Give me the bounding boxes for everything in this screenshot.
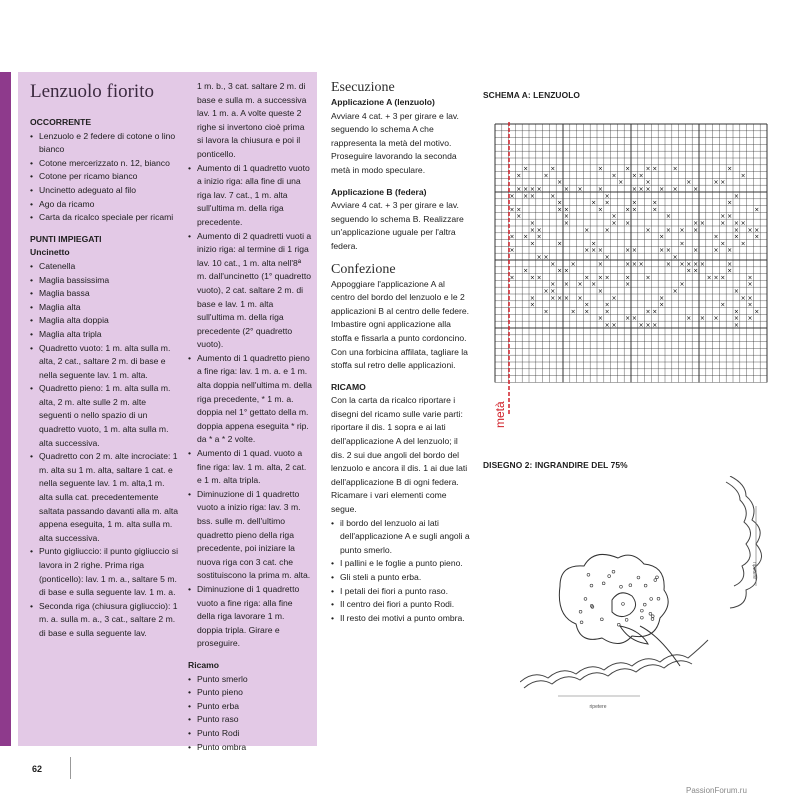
flower-dot	[654, 579, 657, 582]
stitch-mark: ×	[591, 199, 597, 207]
stitch-mark: ×	[550, 192, 556, 200]
flower-dot	[640, 609, 643, 612]
stitch-mark: ×	[679, 226, 685, 234]
stitch-mark: ×	[529, 274, 535, 282]
stitch-mark: ×	[604, 274, 610, 282]
stitch-mark: ×	[747, 315, 753, 323]
stitch-mark: ×	[523, 186, 529, 193]
stitch-mark: ×	[740, 294, 746, 302]
stitch-mark: ×	[713, 179, 719, 187]
list-item: • Aumento di 1 quadretto pieno a fine riga: lav. 1 m. a. e 1 m. alta doppia nell'ultima m. della riga precedente, * 1 m. a. doppia nel 1° gettato della m. doppia appena eseguita * rip. da * a * 2 volte.	[188, 352, 312, 447]
stitch-mark: ×	[597, 165, 603, 173]
stitch-mark: ×	[652, 322, 658, 329]
stitch-mark: ×	[638, 186, 644, 193]
flower-dots	[579, 570, 660, 626]
flower-dot	[600, 618, 603, 621]
list-item: • Punto erba	[188, 700, 312, 714]
stitch-mark: ×	[597, 247, 603, 255]
list-item: • Aumento di 1 quadretto vuoto a inizio riga: alla fine di una riga lav. 7 cat., 1 m. alta sull'ultima m. della riga precedente.	[188, 162, 312, 230]
list-item: • Quadretto vuoto: 1 m. alta sulla m. alta, 2 cat., saltare 2 m. di base e nella seguente lav. 1 m. alta.	[30, 342, 180, 383]
stitch-mark: ×	[597, 206, 603, 214]
ricamo-stitch-list	[188, 673, 312, 755]
stitch-mark: ×	[631, 206, 637, 214]
stitch-mark: ×	[523, 267, 529, 275]
stitch-mark: ×	[557, 294, 563, 302]
stitch-mark: ×	[665, 247, 671, 255]
stitch-mark: ×	[665, 226, 671, 234]
stitch-mark: ×	[557, 206, 563, 214]
stitch-mark: ×	[516, 213, 522, 221]
stitch-mark: ×	[529, 294, 535, 302]
page-title: Lenzuolo fiorito	[30, 81, 154, 102]
stitch-mark: ×	[509, 274, 515, 282]
stitch-mark: ×	[754, 233, 760, 241]
stitch-mark: ×	[529, 220, 535, 227]
stitch-mark: ×	[611, 294, 617, 302]
list-item: • Maglia bassa	[30, 287, 180, 301]
stitch-mark: ×	[631, 172, 637, 180]
list-item: • Punto Rodi	[188, 727, 312, 741]
scalloped-edge-bottom-inner	[524, 661, 692, 688]
occorrente-list	[30, 130, 180, 225]
aumenti-list	[188, 162, 312, 651]
list-item: • Seconda riga (chiusura gigliuccio): 1 m. a. sulla m. a., 3 cat., saltare 2 m. di base e sulla seguente lav.	[30, 600, 180, 641]
stitch-mark: ×	[536, 186, 542, 193]
schema-a-title: SCHEMA A: LENZUOLO	[483, 90, 581, 100]
flower-dot	[651, 615, 654, 618]
list-item: • Ago da ricamo	[30, 198, 180, 212]
chart-stitches	[509, 166, 759, 329]
disegno-2-title: DISEGNO 2: INGRANDIRE DEL 75%	[483, 460, 628, 470]
flower-dot	[590, 584, 593, 587]
stitch-mark: ×	[611, 322, 617, 329]
stitch-mark: ×	[659, 186, 665, 193]
stitch-mark: ×	[625, 315, 631, 323]
stitch-mark: ×	[652, 165, 658, 173]
list-item: • Maglia alta doppia	[30, 314, 180, 328]
stitch-mark: ×	[516, 206, 522, 214]
stitch-mark: ×	[516, 172, 522, 180]
stitch-mark: ×	[523, 192, 529, 200]
column-instructions	[331, 80, 471, 625]
stitch-mark: ×	[550, 260, 556, 268]
punti-heading: PUNTI IMPIEGATI	[30, 233, 102, 244]
list-item: • il bordo del lenzuolo ai lati dell'applicazione A e sugli angoli a punto smerlo.	[331, 517, 471, 558]
stitch-mark: ×	[584, 226, 590, 234]
stitch-mark: ×	[659, 294, 665, 302]
flower-dot	[657, 597, 660, 600]
stitch-mark: ×	[625, 260, 631, 268]
stitch-mark: ×	[747, 274, 753, 282]
stitch-mark: ×	[611, 213, 617, 221]
stitch-mark: ×	[733, 226, 739, 234]
stitch-mark: ×	[727, 213, 733, 221]
stitch-mark: ×	[645, 226, 651, 234]
scalloped-edge-right-inner	[726, 482, 751, 586]
stitch-mark: ×	[591, 281, 597, 289]
stitch-mark: ×	[604, 192, 610, 200]
stitch-mark: ×	[529, 301, 535, 309]
stitch-mark: ×	[584, 301, 590, 309]
stitch-mark: ×	[536, 233, 542, 241]
flower-dot	[643, 603, 646, 606]
uncinetto-list	[30, 260, 180, 641]
stitch-mark: ×	[645, 179, 651, 187]
ricamo-heading: RICAMO	[331, 381, 366, 392]
stitch-mark: ×	[747, 226, 753, 234]
stitch-mark: ×	[597, 274, 603, 282]
list-item: • Punto ombra	[188, 741, 312, 755]
occorrente-heading: OCCORRENTE	[30, 117, 92, 127]
flower-dot	[612, 570, 615, 573]
stitch-mark: ×	[611, 220, 617, 227]
stitch-mark: ×	[727, 199, 733, 207]
stitch-mark: ×	[659, 247, 665, 255]
stitch-mark: ×	[543, 254, 549, 261]
stitch-mark: ×	[509, 247, 515, 255]
continued-text: 1 m. b., 3 cat. saltare 2 m. di base e sulla m. a successiva lav. 1 m. a. A volte queste 2 righe si invertono cioè prima si lavora la chiusura e poi il ponticello.	[197, 81, 307, 159]
embroidery-drawing	[520, 476, 775, 716]
stitch-mark: ×	[625, 206, 631, 214]
list-item: • Punto smerlo	[188, 673, 312, 687]
stitch-mark: ×	[625, 220, 631, 227]
stitch-mark: ×	[665, 213, 671, 221]
stitch-mark: ×	[747, 301, 753, 309]
list-item: • Diminuzione di 1 quadretto vuoto a inizio riga: lav. 3 m. bss. sulle m. dell'ultimo quadretto pieno della riga precedente, poi iniziare la nuova riga con 3 cat. che sostituiscono la prima m. alta.	[188, 488, 312, 583]
repeat-label-side: ripetere	[751, 562, 757, 579]
stitch-mark: ×	[659, 233, 665, 241]
flower-dot	[640, 616, 643, 619]
stitch-mark: ×	[686, 260, 692, 268]
stitch-mark: ×	[693, 186, 699, 193]
uncinetto-subheading: Uncinetto	[30, 247, 70, 258]
stitch-mark: ×	[591, 247, 597, 255]
page-edge-tab	[0, 72, 11, 746]
stitch-mark: ×	[720, 179, 726, 187]
flower-dot	[579, 610, 582, 613]
stitch-mark: ×	[563, 213, 569, 221]
list-item: • Maglia alta	[30, 301, 180, 315]
list-item: • Maglia bassissima	[30, 274, 180, 288]
stitch-mark: ×	[754, 226, 760, 234]
stitch-mark: ×	[713, 274, 719, 282]
stitch-mark: ×	[625, 247, 631, 255]
stitch-mark: ×	[686, 267, 692, 275]
stitch-mark: ×	[699, 220, 705, 227]
footer-divider	[70, 757, 71, 779]
stitch-mark: ×	[563, 267, 569, 275]
stitch-mark: ×	[733, 233, 739, 241]
esecuzione-title: Esecuzione	[331, 80, 395, 95]
stitch-mark: ×	[563, 294, 569, 302]
stitch-mark: ×	[733, 192, 739, 200]
flower-dot	[650, 598, 653, 601]
stitch-mark: ×	[577, 186, 583, 193]
stitch-mark: ×	[754, 308, 760, 316]
stitch-mark: ×	[645, 322, 651, 329]
confezione-text: Appoggiare l'applicazione A al centro del bordo del lenzuolo e le 2 applicazioni B al centro delle federe. Imbastire ogni applicazione alla stoffa e fissarla a punto cordoncino. Con una forbicina affilata, tagliare la stoffa sul retro delle applicazioni.	[331, 278, 470, 371]
stitch-mark: ×	[747, 281, 753, 289]
watermark: PassionForum.ru	[686, 786, 747, 795]
list-item: • Aumento di 1 quad. vuoto a fine riga: lav. 1 m. alta, 2 cat. e 1 m. alta tripla.	[188, 447, 312, 488]
stitch-mark: ×	[604, 254, 610, 261]
flower-dot	[651, 618, 654, 621]
stitch-mark: ×	[672, 186, 678, 193]
stitch-mark: ×	[536, 274, 542, 282]
stitch-mark: ×	[720, 274, 726, 282]
stitch-mark: ×	[638, 260, 644, 268]
stitch-mark: ×	[659, 301, 665, 309]
list-item: • Lenzuolo e 2 federe di cotone o lino bianco	[30, 130, 180, 157]
stitch-mark: ×	[631, 186, 637, 193]
stitch-mark: ×	[631, 315, 637, 323]
stitch-mark: ×	[604, 308, 610, 316]
ricamo-text: Con la carta da ricalco riportare i disegni del ricamo sulle varie parti: riportare il dis. 1 sopra e ai lati dell'applicazione A del lenzuolo; il dis. 2 sui due angoli del bordo del lenzuolo e ancora il dis. 1 ai due lati dell'applicazione B di ogni federa. Ricamare i vari elementi come segue.	[331, 395, 468, 515]
stitch-mark: ×	[754, 206, 760, 214]
stitch-mark: ×	[713, 247, 719, 255]
flower-dot	[602, 582, 605, 585]
stitch-mark: ×	[645, 165, 651, 173]
stitch-mark: ×	[597, 288, 603, 295]
stitch-mark: ×	[720, 240, 726, 248]
stitch-mark: ×	[672, 165, 678, 173]
stitch-mark: ×	[638, 172, 644, 180]
stitch-mark: ×	[584, 247, 590, 255]
stitch-mark: ×	[523, 165, 529, 173]
stitch-mark: ×	[631, 199, 637, 207]
stitch-mark: ×	[747, 294, 753, 302]
flower-dot	[644, 584, 647, 587]
stitch-mark: ×	[529, 192, 535, 200]
stitch-mark: ×	[693, 247, 699, 255]
stitch-mark: ×	[536, 226, 542, 234]
stitch-mark: ×	[645, 186, 651, 193]
stitch-mark: ×	[672, 288, 678, 295]
flower-dot	[584, 598, 587, 601]
stitch-mark: ×	[699, 315, 705, 323]
list-item: • Carta da ricalco speciale per ricami	[30, 211, 180, 225]
list-item: • Cotone per ricamo bianco	[30, 170, 180, 184]
list-item: • Maglia alta tripla	[30, 328, 180, 342]
stitch-mark: ×	[550, 294, 556, 302]
stitch-mark: ×	[740, 220, 746, 227]
stitch-mark: ×	[645, 308, 651, 316]
stitch-mark: ×	[706, 274, 712, 282]
stitch-mark: ×	[509, 192, 515, 200]
stitch-mark: ×	[604, 322, 610, 329]
stitch-mark: ×	[733, 288, 739, 295]
stitch-mark: ×	[693, 226, 699, 234]
stitch-mark: ×	[652, 206, 658, 214]
crochet-chart	[489, 118, 779, 428]
stitch-mark: ×	[652, 308, 658, 316]
stitch-mark: ×	[557, 267, 563, 275]
applicazione-b-text: Avviare 4 cat. + 3 per girare e lav. seguendo lo schema B. Realizzare un'applicazione uguale per l'altra federa.	[331, 200, 464, 251]
stitch-mark: ×	[509, 206, 515, 214]
stitch-mark: ×	[557, 199, 563, 207]
stitch-mark: ×	[686, 179, 692, 187]
list-item: • Quadretto pieno: 1 m. alta sulla m. alta, 2 m. alte sulle 2 m. alte seguenti o nello spazio di un quadretto vuoto, 1 m. alta sulla m. alta successiva.	[30, 382, 180, 450]
flower-dot	[622, 603, 625, 606]
stitch-mark: ×	[665, 260, 671, 268]
flower-dot	[625, 618, 628, 621]
stitch-mark: ×	[713, 233, 719, 241]
stitch-mark: ×	[733, 322, 739, 329]
list-item: • I pallini e le foglie a punto pieno.	[331, 557, 471, 571]
repeat-label-bottom: ripetere	[589, 704, 607, 710]
stitch-mark: ×	[597, 260, 603, 268]
stitch-mark: ×	[720, 220, 726, 227]
stitch-mark: ×	[604, 301, 610, 309]
stitch-mark: ×	[720, 213, 726, 221]
stitch-mark: ×	[516, 186, 522, 193]
stitch-mark: ×	[720, 301, 726, 309]
list-item: • Catenella	[30, 260, 180, 274]
list-item: • Aumento di 2 quadretti vuoti a inizio riga: al termine di 1 riga lav. 10 cat., 1 m. alta nell'8ª m. dall'uncinetto (1° quadretto vuoto), 2 cat. saltare 2 m. di base e lav. 1 m. alta sull'ultima m. della riga precedente (2° quadretto vuoto).	[188, 230, 312, 352]
stitch-mark: ×	[509, 233, 515, 241]
stitch-mark: ×	[557, 240, 563, 248]
page-number: 62	[32, 764, 43, 774]
applicazione-a-heading: Applicazione A (lenzuolo)	[331, 97, 435, 107]
stitch-mark: ×	[550, 281, 556, 289]
ricamo-list	[331, 517, 471, 626]
stitch-mark: ×	[550, 165, 556, 173]
confezione-title: Confezione	[331, 261, 396, 277]
stitch-mark: ×	[536, 254, 542, 261]
stitch-mark: ×	[529, 240, 535, 248]
stitch-mark: ×	[645, 274, 651, 282]
stitch-mark: ×	[713, 315, 719, 323]
stitch-mark: ×	[631, 247, 637, 255]
flower-dot	[637, 576, 640, 579]
stitch-mark: ×	[733, 308, 739, 316]
stitch-mark: ×	[543, 308, 549, 316]
list-item: • Cotone mercerizzato n. 12, bianco	[30, 157, 180, 171]
stitch-mark: ×	[523, 233, 529, 241]
stitch-mark: ×	[625, 165, 631, 173]
stitch-mark: ×	[686, 315, 692, 323]
stitch-mark: ×	[604, 199, 610, 207]
stitch-mark: ×	[563, 186, 569, 193]
list-item: • I petali dei fiori a punto raso.	[331, 585, 471, 599]
scalloped-edge-right	[730, 476, 762, 608]
stitch-mark: ×	[727, 260, 733, 268]
stitch-mark: ×	[625, 281, 631, 289]
flower-dot	[608, 575, 611, 578]
stitch-mark: ×	[679, 240, 685, 248]
stitch-mark: ×	[529, 226, 535, 234]
column-stitches	[188, 80, 312, 754]
stitch-mark: ×	[638, 322, 644, 329]
flower-dot	[620, 585, 623, 588]
flower-dot	[580, 621, 583, 624]
stitch-mark: ×	[693, 267, 699, 275]
stitch-mark: ×	[563, 206, 569, 214]
applicazione-b-heading: Applicazione B (federa)	[331, 186, 427, 197]
stitch-mark: ×	[604, 226, 610, 234]
flower-dot	[629, 584, 632, 587]
stitch-mark: ×	[727, 247, 733, 255]
list-item: • Punto gigliuccio: il punto gigliuccio si lavora in 2 righe. Prima riga (ponticello): lav. 1 m. a., saltare 5 m. di base e sulla seguente lav. 1 m. a.	[30, 545, 180, 599]
stitch-mark: ×	[591, 240, 597, 248]
stitch-mark: ×	[652, 199, 658, 207]
stitch-mark: ×	[563, 281, 569, 289]
stitch-mark: ×	[584, 274, 590, 282]
list-item: • Punto pieno	[188, 686, 312, 700]
stitch-mark: ×	[733, 315, 739, 323]
stitch-mark: ×	[570, 260, 576, 268]
leaf-shape	[620, 626, 648, 644]
list-item: • Quadretto con 2 m. alte incrociate: 1 m. alta su 1 m. alta, saltare 1 cat. e nella seguente lav. 1 m. alta,1 m. alta sulla cat. precedentemente saltata passando davanti alla m. alta appena eseguita, 1 m. alta sulla m. alta successiva.	[30, 450, 180, 545]
stitch-mark: ×	[570, 308, 576, 316]
stitch-mark: ×	[679, 281, 685, 289]
flower-outline	[559, 554, 668, 643]
list-item: • Il centro dei fiori a punto Rodi.	[331, 598, 471, 612]
stitch-mark: ×	[740, 172, 746, 180]
stitch-mark: ×	[597, 315, 603, 323]
list-item: • Uncinetto adeguato al filo	[30, 184, 180, 198]
stitch-mark: ×	[550, 288, 556, 295]
list-item: • Diminuzione di 1 quadretto vuoto a fine riga: alla fine della riga lavorare 1 m. doppia tripla. Girare e proseguire.	[188, 583, 312, 651]
list-item: • Punto raso	[188, 713, 312, 727]
list-item: • Gli steli a punto erba.	[331, 571, 471, 585]
stitch-mark: ×	[727, 267, 733, 275]
stitch-mark: ×	[577, 294, 583, 302]
stitch-mark: ×	[740, 240, 746, 248]
flower-dot	[649, 612, 652, 615]
stitch-mark: ×	[625, 274, 631, 282]
stitch-mark: ×	[611, 172, 617, 180]
stitch-mark: ×	[631, 260, 637, 268]
flower-dot	[587, 573, 590, 576]
stitch-mark: ×	[679, 260, 685, 268]
stitch-mark: ×	[563, 220, 569, 227]
applicazione-a-text: Avviare 4 cat. + 3 per girare e lav. seguendo lo schema A che rappresenta la metà del motivo. Proseguire lavorando la seconda metà in modo speculare.	[331, 110, 459, 175]
stitch-mark: ×	[577, 281, 583, 289]
stitch-mark: ×	[597, 186, 603, 193]
stitch-mark: ×	[699, 260, 705, 268]
stitch-mark: ×	[584, 308, 590, 316]
stitch-mark: ×	[672, 254, 678, 261]
stitch-mark: ×	[693, 220, 699, 227]
stitch-mark: ×	[543, 172, 549, 180]
stitch-mark: ×	[529, 186, 535, 193]
half-label: metà	[493, 401, 507, 428]
stem-line	[640, 626, 680, 666]
column-materials	[30, 80, 180, 641]
stitch-mark: ×	[693, 260, 699, 268]
stitch-mark: ×	[618, 179, 624, 187]
stitch-mark: ×	[733, 220, 739, 227]
list-item: • Il resto dei motivi a punto ombra.	[331, 612, 471, 626]
stitch-mark: ×	[727, 165, 733, 173]
ricamo-subheading: Ricamo	[188, 659, 220, 670]
flower-dot	[656, 576, 659, 579]
stitch-mark: ×	[557, 179, 563, 187]
stitch-mark: ×	[543, 288, 549, 295]
